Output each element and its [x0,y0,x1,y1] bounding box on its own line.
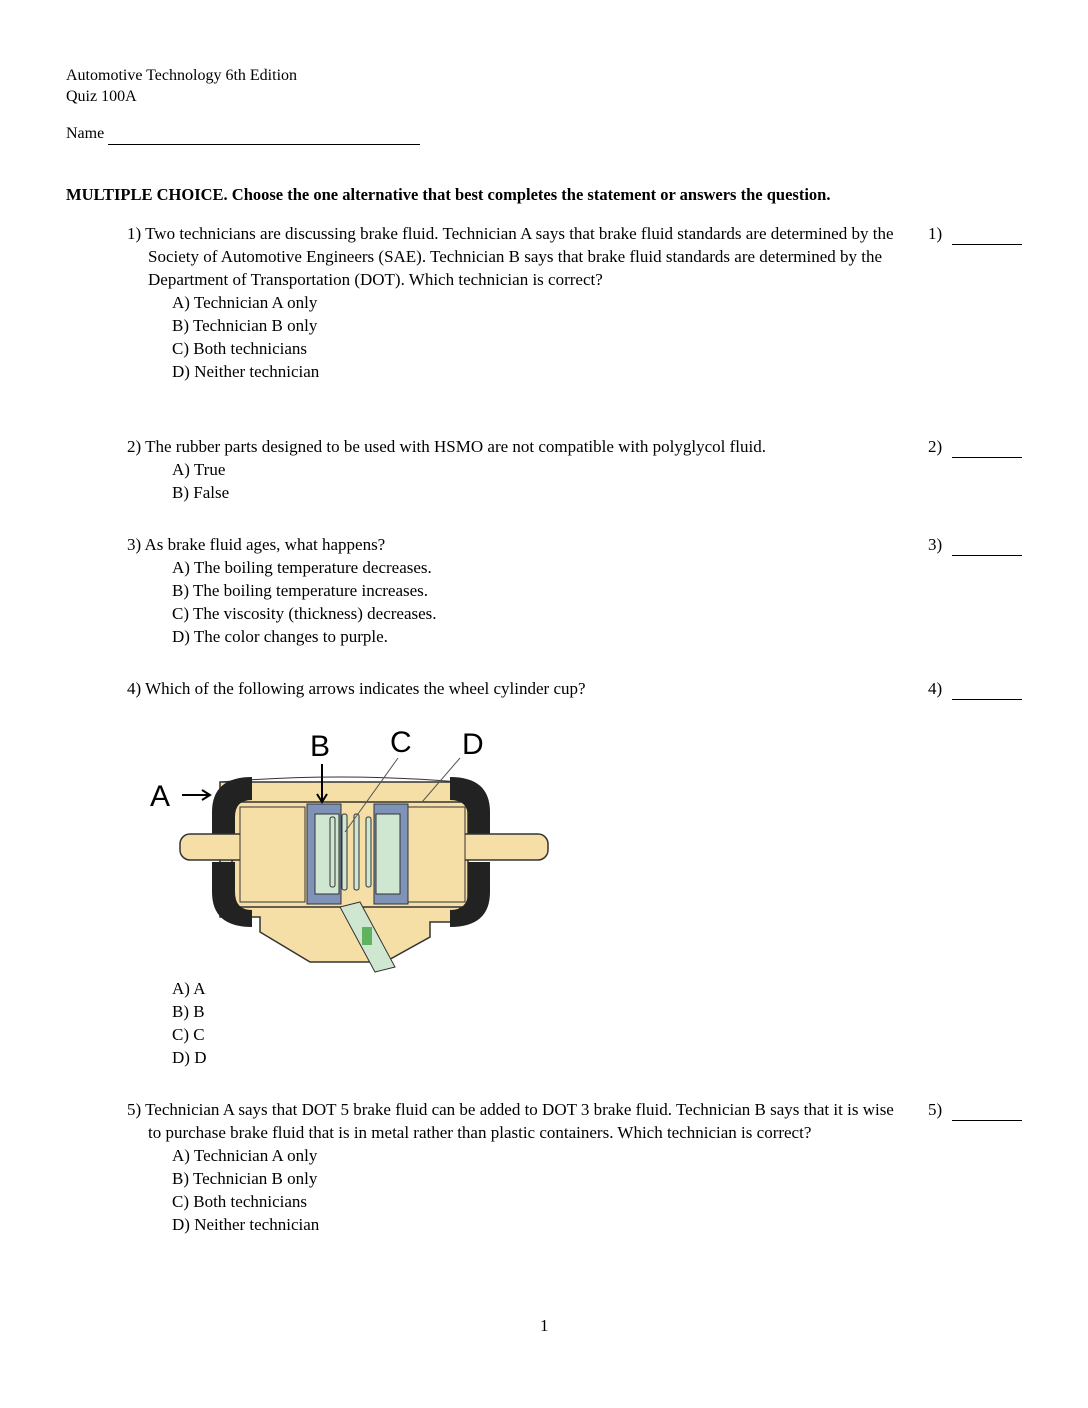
option: A) Technician A only [172,293,318,312]
option: A) The boiling temperature decreases. [172,558,432,577]
answer-blank[interactable] [952,555,1022,556]
question-2 [127,435,907,504]
answer-1 [928,222,1022,245]
answer-number: 3) [928,535,943,554]
answer-3 [928,533,1022,556]
name-label: Name [66,125,105,142]
question-stem: 1) Two technicians are discussing brake fluid. Technician A says that brake fluid standards are determined by the Society of Automotive Engineers (SAE). Technician B says that brake fluid standards are determined by the Department of Transportation (DOT). Which technician is correct? [127,224,894,289]
quiz-title: Quiz 100A [66,88,137,105]
question-stem: 5) Technician A says that DOT 5 brake fluid can be added to DOT 3 brake fluid. Technician B says that it is wise to purchase brake fluid that is in metal rather than plastic containers. Which technician is correct? [127,1100,894,1142]
option: D) D [172,1048,207,1067]
option: D) Neither technician [172,362,320,381]
wheel-cylinder-diagram [140,722,560,982]
answer-2 [928,435,1022,458]
label-d: D [462,728,484,761]
option: C) Both technicians [172,339,308,358]
answer-number: 2) [928,437,943,456]
answer-number: 4) [928,679,943,698]
question-3 [127,533,907,648]
question-stem: 3) As brake fluid ages, what happens? [127,535,386,554]
answer-blank[interactable] [952,1120,1022,1121]
book-title: Automotive Technology 6th Edition [66,67,298,84]
option: B) B [172,1002,205,1021]
answer-blank[interactable] [952,457,1022,458]
label-a: A [150,780,171,813]
question-stem: 2) The rubber parts designed to be used with HSMO are not compatible with polyglycol fluid. [127,437,766,456]
option: D) Neither technician [172,1215,320,1234]
option: C) C [172,1025,205,1044]
option: A) A [172,979,206,998]
question-stem: 4) Which of the following arrows indicates the wheel cylinder cup? [127,679,586,698]
option: C) Both technicians [172,1192,308,1211]
label-b: B [310,730,331,763]
option: D) The color changes to purple. [172,627,388,646]
answer-4 [928,677,1022,700]
question-4-options [127,977,907,1069]
name-field[interactable] [108,144,420,145]
instructions: MULTIPLE CHOICE. Choose the one alternative that best completes the statement or answers the question. [66,185,831,204]
answer-number: 1) [928,224,943,243]
answer-blank[interactable] [952,699,1022,700]
option: B) Technician B only [172,1169,318,1188]
answer-number: 5) [928,1100,943,1119]
label-c: C [390,726,412,759]
option: C) The viscosity (thickness) decreases. [172,604,437,623]
option: B) Technician B only [172,316,318,335]
question-5 [127,1098,907,1236]
option: A) Technician A only [172,1146,318,1165]
option: B) False [172,483,230,502]
option: A) True [172,460,226,479]
question-4 [127,677,907,700]
option: B) The boiling temperature increases. [172,581,429,600]
question-1 [127,222,907,383]
page-number: 1 [540,1316,549,1335]
answer-5 [928,1098,1022,1121]
answer-blank[interactable] [952,244,1022,245]
